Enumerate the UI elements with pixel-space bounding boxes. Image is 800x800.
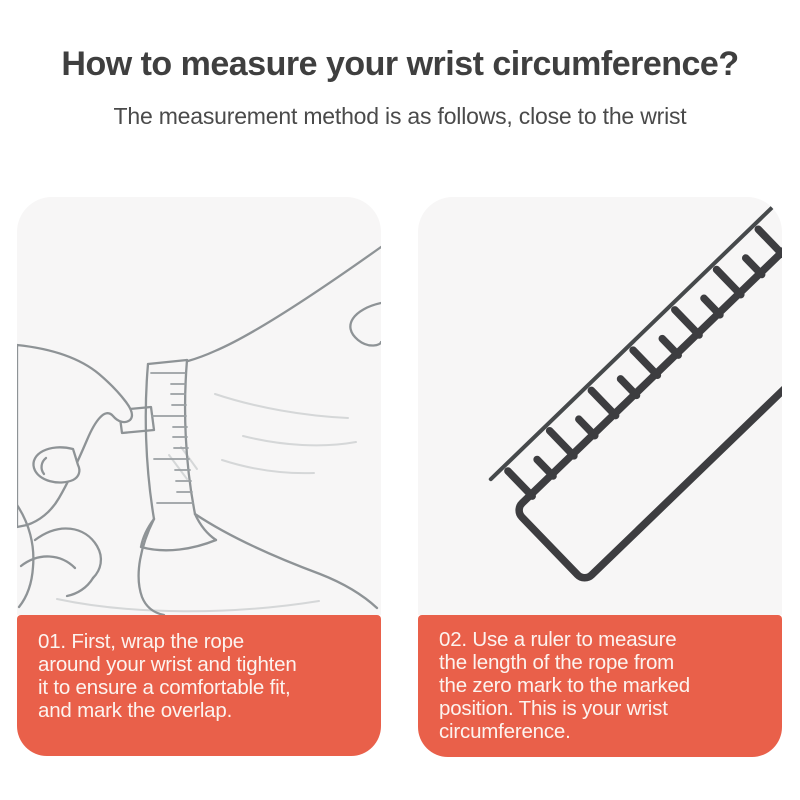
step-1-illustration-card [17,197,381,615]
caption-line: around your wrist and tighten [38,653,297,676]
step-1-panel [17,197,381,756]
caption-line: the length of the rope from [439,651,675,674]
caption-line: circumference. [439,720,571,743]
page-subtitle: The measurement method is as follows, close to the wrist [113,103,687,129]
caption-line: position. This is your wrist [439,697,668,720]
step-2-caption-box [418,615,782,757]
ruler-illustration [418,197,782,615]
page-title: How to measure your wrist circumference? [61,45,739,83]
step-1-caption-box [17,615,381,756]
step-2-illustration-card [418,197,782,615]
wrist-measuring-tape-illustration [17,197,381,615]
caption-line: the zero mark to the marked [439,674,690,697]
caption-line: it to ensure a comfortable fit, [38,676,291,699]
caption-line: and mark the overlap. [38,699,233,722]
caption-line: 02. Use a ruler to measure [439,628,677,651]
step-2-panel [418,197,782,757]
caption-line: 01. First, wrap the rope [38,630,244,653]
